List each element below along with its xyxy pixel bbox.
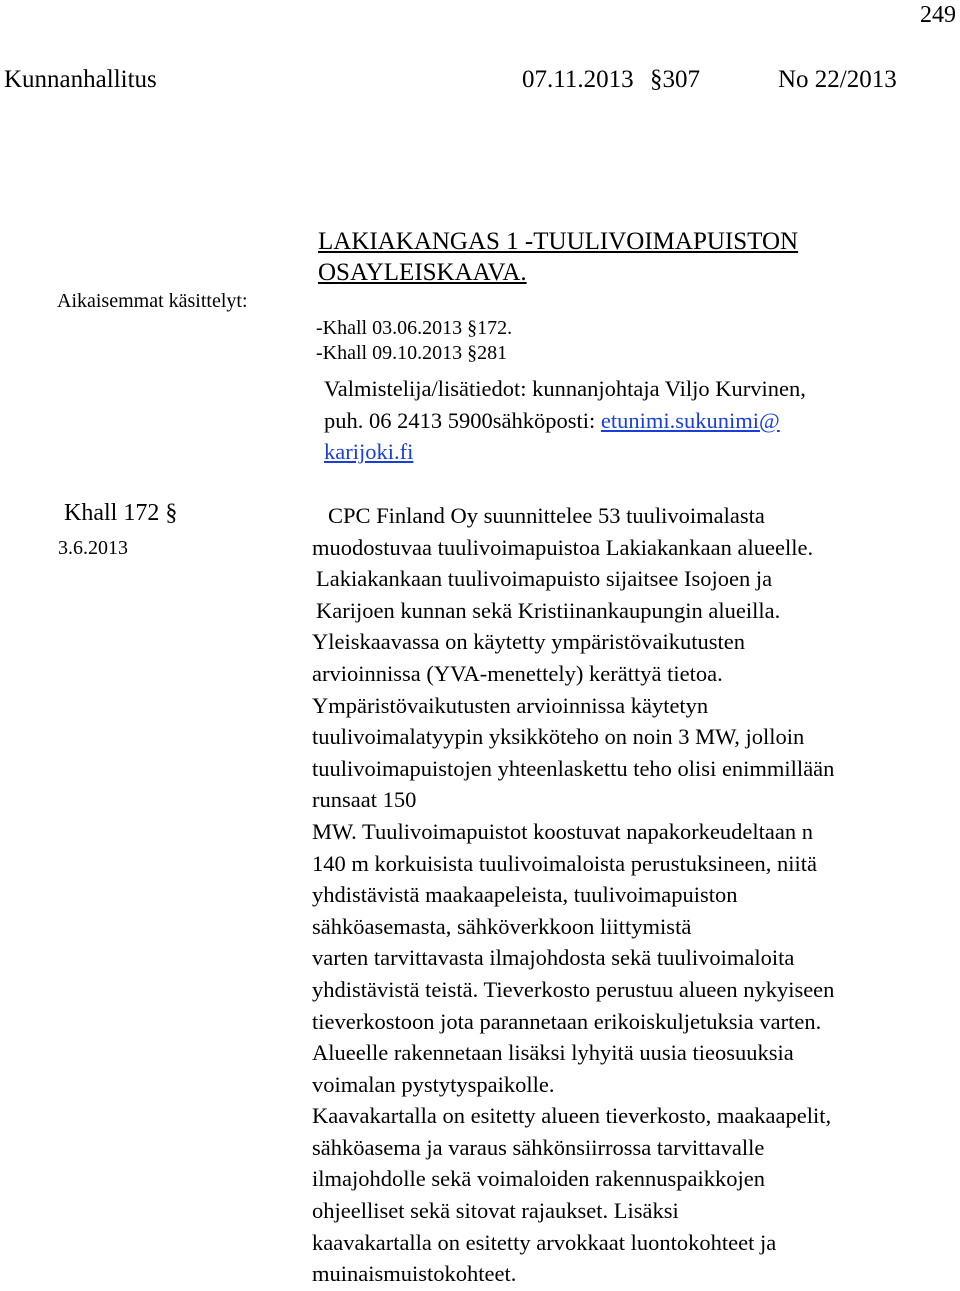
body-line: ohjeelliset sekä sitovat rajaukset. Lisäksi <box>312 1198 679 1224</box>
email-link-continued[interactable]: karijoki.fi <box>324 439 414 465</box>
previous-handling-list <box>316 316 512 366</box>
body-line: Alueelle rakennetaan lisäksi lyhyitä uusia tieosuuksia <box>312 1040 794 1066</box>
body-line: tuulivoimapuistojen yhteenlaskettu teho olisi enimmillään <box>312 755 835 781</box>
previous-entry: -Khall 09.10.2013 §281 <box>316 342 508 364</box>
body-line: 140 m korkuisista tuulivoimaloista perustuksineen, niitä <box>312 850 817 876</box>
document-title <box>318 226 798 288</box>
body-line: Lakiakankaan tuulivoimapuisto sijaitsee Isojoen ja <box>316 566 773 592</box>
body-line: Kaavakartalla on esitetty alueen tieverkosto, maakaapelit, <box>312 1103 832 1129</box>
body-line: yhdistävistä maakaapeleista, tuulivoimapuiston <box>312 882 738 908</box>
body-line: CPC Finland Oy suunnittelee 53 tuulivoimalasta <box>328 503 765 528</box>
header-body: Kunnanhallitus <box>4 66 157 93</box>
previous-entry: -Khall 03.06.2013 §172. <box>316 317 513 339</box>
body-line: sähköasema ja varaus sähkönsiirrossa tarvittavalle <box>312 1134 765 1160</box>
body-line: Ympäristövaikutusten arvioinnissa käytetyn <box>312 692 709 718</box>
header-section: §307 <box>650 66 700 93</box>
preparer-contact <box>324 405 806 437</box>
email-link[interactable]: etunimi.sukunimi@ <box>600 407 780 433</box>
page-number: 249 <box>920 2 956 28</box>
body-line: sähköasemasta, sähköverkkoon liittymistä <box>312 913 692 939</box>
body-line: runsaat 150 <box>312 787 417 813</box>
body-line: kaavakartalla on esitetty arvokkaat luontokohteet ja <box>312 1229 777 1255</box>
title-line-2: OSAYLEISKAAVA. <box>318 259 527 286</box>
header-date: 07.11.2013 <box>522 66 634 93</box>
body-line: muodostuvaa tuulivoimapuistoa Lakiakankaan alueelle. <box>312 534 814 560</box>
body-line: Yleiskaavassa on käytetty ympäristövaikutusten <box>312 629 746 655</box>
body-line: varten tarvittavasta ilmajohdosta sekä tuulivoimaloita <box>312 945 795 971</box>
body-line: Karijoen kunnan sekä Kristiinankaupungin alueilla. <box>316 597 781 623</box>
body-text <box>312 500 834 1290</box>
body-line: tieverkostoon jota parannetaan erikoiskuljetuksia varten. <box>312 1008 822 1034</box>
preparer-line: Valmistelija/lisätiedot: kunnanjohtaja Viljo Kurvinen, <box>324 376 806 401</box>
previous-handling-label: Aikaisemmat käsittelyt: <box>57 290 248 312</box>
reference-line-1: Khall 172 § <box>64 500 178 526</box>
header-doc-no: No 22/2013 <box>778 66 897 93</box>
reference-line-2: 3.6.2013 <box>58 537 128 559</box>
preparer-phone: puh. 06 2413 5900sähköposti: <box>324 407 601 433</box>
body-line: yhdistävistä teistä. Tieverkosto perustuu alueen nykyiseen <box>312 976 835 1002</box>
title-line-1: LAKIAKANGAS 1 -TUULIVOIMAPUISTON <box>318 228 799 255</box>
body-line: arvioinnissa (YVA-menettely) kerättyä tietoa. <box>312 660 723 686</box>
preparer-info <box>324 373 806 468</box>
body-line: MW. Tuulivoimapuistot koostuvat napakorkeudeltaan n <box>312 818 814 844</box>
body-line: voimalan pystytyspaikolle. <box>312 1071 555 1097</box>
body-line: tuulivoimalatyypin yksikköteho on noin 3 MW, jolloin <box>312 724 805 750</box>
body-line: ilmajohdolle sekä voimaloiden rakennuspaikkojen <box>312 1166 766 1192</box>
body-line: muinaismuistokohteet. <box>312 1261 517 1287</box>
